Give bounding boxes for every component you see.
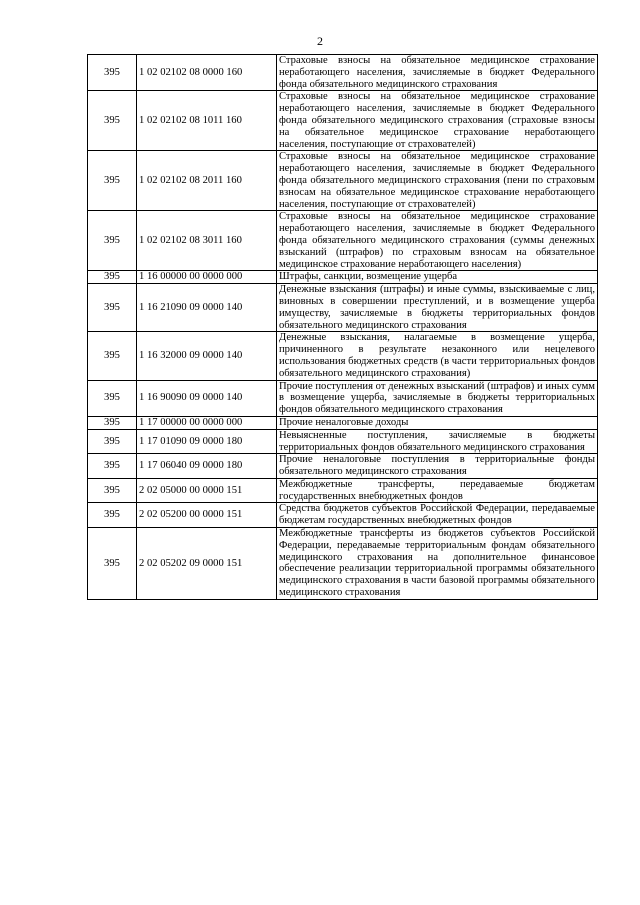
budget-code-cell: 1 16 21090 09 0000 140 <box>137 284 277 332</box>
admin-code-cell: 395 <box>88 271 137 284</box>
admin-code-cell: 395 <box>88 55 137 91</box>
income-name-cell: Межбюджетные трансферты, передаваемые бюджетам государственных внебюджетных фондов <box>277 478 598 503</box>
income-name-cell: Страховые взносы на обязательное медицинское страхование неработающего населения, зачисляемые в бюджет Федерального фонда обязательного медицинского страхования <box>277 55 598 91</box>
budget-code-cell: 1 17 06040 09 0000 180 <box>137 454 277 479</box>
table-body <box>88 55 598 600</box>
budget-code-cell: 1 02 02102 08 1011 160 <box>137 91 277 151</box>
income-name-cell: Денежные взыскания (штрафы) и иные суммы, взыскиваемые с лиц, виновных в совершении преступлений, и в возмещение ущерба имуществу, зачисляемые в бюджеты территориальных фондов обязательного медицинского страхования <box>277 284 598 332</box>
page-number: 2 <box>317 34 323 48</box>
budget-code-cell: 1 02 02102 08 0000 160 <box>137 55 277 91</box>
budget-code-cell: 2 02 05202 09 0000 151 <box>137 528 277 600</box>
table-row <box>88 503 598 528</box>
table-row <box>88 151 598 211</box>
budget-code-cell: 1 02 02102 08 3011 160 <box>137 211 277 271</box>
income-name-cell: Невыясненные поступления, зачисляемые в бюджеты территориальных фондов обязательного медицинского страхования <box>277 429 598 454</box>
budget-code-cell: 2 02 05000 00 0000 151 <box>137 478 277 503</box>
table-row <box>88 380 598 416</box>
admin-code-cell: 395 <box>88 284 137 332</box>
budget-code-cell: 1 17 01090 09 0000 180 <box>137 429 277 454</box>
table-row <box>88 429 598 454</box>
income-name-cell: Средства бюджетов субъектов Российской Федерации, передаваемые бюджетам государственных внебюджетных фондов <box>277 503 598 528</box>
admin-code-cell: 395 <box>88 429 137 454</box>
table-row <box>88 478 598 503</box>
admin-code-cell: 395 <box>88 478 137 503</box>
income-name-cell: Прочие неналоговые поступления в территориальные фонды обязательного медицинского страхования <box>277 454 598 479</box>
budget-code-cell: 1 17 00000 00 0000 000 <box>137 416 277 429</box>
table-row <box>88 55 598 91</box>
admin-code-cell: 395 <box>88 380 137 416</box>
budget-code-cell: 1 02 02102 08 2011 160 <box>137 151 277 211</box>
table-row <box>88 211 598 271</box>
income-name-cell: Страховые взносы на обязательное медицинское страхование неработающего населения, зачисляемые в бюджет Федерального фонда обязательного медицинского страхования (страховые взносы на обязательное медицинское страхование неработающего населения, поступающие от страхователей) <box>277 91 598 151</box>
table-row <box>88 416 598 429</box>
income-name-cell: Межбюджетные трансферты из бюджетов субъектов Российской Федерации, передаваемые территориальным фондам обязательного медицинского страхования на дополнительное финансовое обеспечение реализации территориальной программы обязательного медицинского страхования в части базовой программы обязательного медицинского страхования <box>277 528 598 600</box>
income-name-cell: Прочие неналоговые доходы <box>277 416 598 429</box>
table-row <box>88 271 598 284</box>
admin-code-cell: 395 <box>88 454 137 479</box>
table-row <box>88 91 598 151</box>
income-name-cell: Страховые взносы на обязательное медицинское страхование неработающего населения, зачисляемые в бюджет Федерального фонда обязательного медицинского страхования (пени по страховым взносам на обязательное медицинское страхование неработающего населения, поступающие от страхователей) <box>277 151 598 211</box>
admin-code-cell: 395 <box>88 528 137 600</box>
income-name-cell: Штрафы, санкции, возмещение ущерба <box>277 271 598 284</box>
admin-code-cell: 395 <box>88 211 137 271</box>
income-name-cell: Прочие поступления от денежных взысканий (штрафов) и иных сумм в возмещение ущерба, зачисляемые в бюджеты территориальных фондов обязательного медицинского страхования <box>277 380 598 416</box>
admin-code-cell: 395 <box>88 503 137 528</box>
admin-code-cell: 395 <box>88 332 137 380</box>
budget-code-cell: 1 16 00000 00 0000 000 <box>137 271 277 284</box>
admin-code-cell: 395 <box>88 151 137 211</box>
admin-code-cell: 395 <box>88 416 137 429</box>
budget-code-cell: 1 16 90090 09 0000 140 <box>137 380 277 416</box>
income-name-cell: Страховые взносы на обязательное медицинское страхование неработающего населения, зачисляемые в бюджет Федерального фонда обязательного медицинского страхования (суммы денежных взысканий (штрафов) по страховым взносам на обязательное медицинское страхование неработающего населения) <box>277 211 598 271</box>
income-name-cell: Денежные взыскания, налагаемые в возмещение ущерба, причиненного в результате незаконного или нецелевого использования бюджетных средств (в части территориальных фондов обязательного медицинского страхования) <box>277 332 598 380</box>
budget-code-cell: 1 16 32000 09 0000 140 <box>137 332 277 380</box>
table-row <box>88 454 598 479</box>
table-row <box>88 528 598 600</box>
table-row <box>88 284 598 332</box>
budget-code-cell: 2 02 05200 00 0000 151 <box>137 503 277 528</box>
admin-code-cell: 395 <box>88 91 137 151</box>
budget-classification-table <box>87 54 598 600</box>
table-row <box>88 332 598 380</box>
